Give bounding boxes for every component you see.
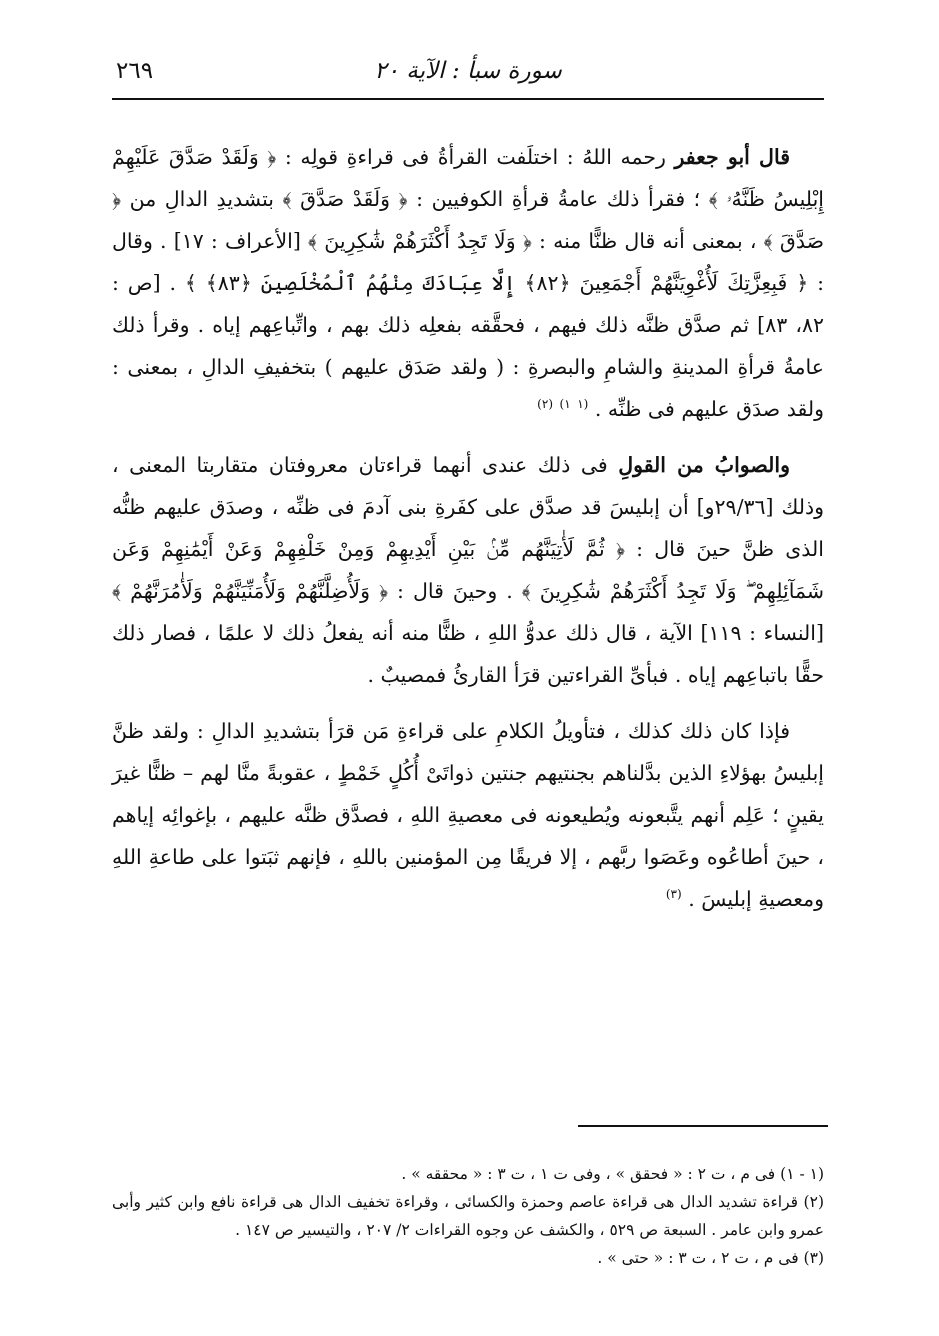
footnote-ref-1-open: (١: [577, 397, 589, 412]
paragraph-3: [112, 710, 824, 920]
footnote-ref-1-close: ١): [559, 397, 571, 412]
page-header: [112, 48, 824, 100]
paragraph-1-text: رحمه اللهُ : اختلَفت القرأةُ فى قراءةِ قولِه : ﴿ وَلَقَدْ صَدَّقَ عَلَيْهِمْ إِبْلِيسُ ظَنَّهُۥ ﴾ ؛ فقرأ ذلك عامةُ قرأةِ الكوفيين : ﴿ وَلَقَدْ صَدَّقَ ﴾ بتشديدِ الدالِ من ﴿ صَدَّقَ ﴾ ، بمعنى أنه قال ظنًّا منه : ﴿ وَلَا تَجِدُ أَكْثَرَهُمْ شَٰكِرِينَ ﴾ [الأعراف : ١٧] . وقال : ﴿ فَبِعِزَّتِكَ لَأُغْوِيَنَّهُمْ أَجْمَعِينَ ﴿٨٢﴾ إِلَّا عِبَادَكَ مِنْهُمُ ٱلْمُخْلَصِينَ ﴿٨٣﴾ ﴾ . [ص : ٨٢، ٨٣] ثم صدَّق ظنَّه ذلك فيهم ، فحقَّقه بفعلِه ذلك بهم ، واتِّباعِهم إياه . وقرأ ذلك عامةُ قرأةِ المدينةِ والشامِ والبصرةِ : ( ولقد صَدَق عليهم ) بتخفيفِ الدالِ ، بمعنى : ولقد صدَق عليهم فى ظنِّه .: [112, 145, 824, 421]
paragraph-1-lead: قال أبو جعفر: [674, 145, 790, 169]
footnote-3: (٣) فى م ، ت ٢ ، ت ٣ : « حتى » .: [597, 1249, 824, 1267]
footnotes: [112, 1160, 824, 1272]
paragraph-1: [112, 136, 824, 430]
footnote-1: (١ - ١) فى م ، ت ٢ : « فحقق » ، وفى ت ١ ، ت ٣ : « محققه » .: [401, 1165, 824, 1183]
footnote-2: (٢) قراءة تشديد الدال هى قراءة عاصم وحمزة والكسائى ، وقراءة تخفيف الدال هى قراءة نافع وابن كثير وأبى عمرو وابن عامر . السبعة ص ٥٢٩ ، والكشف عن وجوه القراءات ٢/ ٢٠٧ ، والتيسير ص ١٤٧ .: [112, 1193, 824, 1239]
running-title: سورة سبأ : الآية ٢٠: [374, 58, 562, 84]
paragraph-3-text: فإذا كان ذلك كذلك ، فتأويلُ الكلامِ على قراءةِ مَن قرَأ بتشديدِ الدالِ : ولقد ظنَّ إبليسُ بهؤلاءِ الذين بدَّلناهم بجنتيهم جنتين ذواتَىْ أُكُلٍ خَمْطٍ ، عقوبةً منَّا لهم – ظنًّا غيرَ يقينٍ ؛ عَلِم أنهم يتَّبعونه ويُطيعونه فى معصيةِ اللهِ ، فصدَّق ظنَّه عليهم ، بإغوائِه إياهم ، حينَ أطاعُوه وعَصَوا ربَّهم ، إلا فريقًا مِن المؤمنين باللهِ ، فإنهم ثبَتوا على طاعةِ اللهِ ومعصيةِ إبليسَ .: [112, 719, 824, 911]
paragraph-2: [112, 444, 824, 696]
footnote-ref-2: (٢): [537, 397, 553, 412]
main-text: [112, 136, 824, 934]
paragraph-2-text: فى ذلك عندى أنهما قراءتان معروفتان متقاربتا المعنى ، وذلك [٢٩/٣٦و] أن إبليسَ قد صدَّق على كفَرةِ بنى آدمَ فى ظنِّه ، وصدَق عليهم ظنُّه الذى ظنَّ حينَ قال : ﴿ ثُمَّ لَأٰتِيَنَّهُم مِّنۢ بَيْنِ أَيْدِيهِمْ وَمِنْ خَلْفِهِمْ وَعَنْ أَيْمَٰنِهِمْ وَعَن شَمَآئِلِهِمْ ۖ وَلَا تَجِدُ أَكْثَرَهُمْ شَٰكِرِينَ ﴾ . وحينَ قال : ﴿ وَلَأُضِلَّنَّهُمْ وَلَأُمَنِّيَنَّهُمْ وَلَأٰمُرَنَّهُمْ ﴾ [النساء : ١١٩] الآية ، قال ذلك عدوُّ اللهِ ، ظنًّا منه أنه يفعلُ ذلك لا علمًا ، فصار ذلك حقًّا باتباعِهم إياه . فبأىِّ القراءتين قرَأ القارئُ فمصيبٌ .: [112, 453, 824, 687]
footnote-separator: [578, 1125, 828, 1127]
footnote-ref-3: (٣): [665, 887, 682, 902]
page-number: ٢٦٩: [116, 58, 154, 84]
paragraph-2-lead: والصوابُ من القولِ: [618, 453, 790, 477]
